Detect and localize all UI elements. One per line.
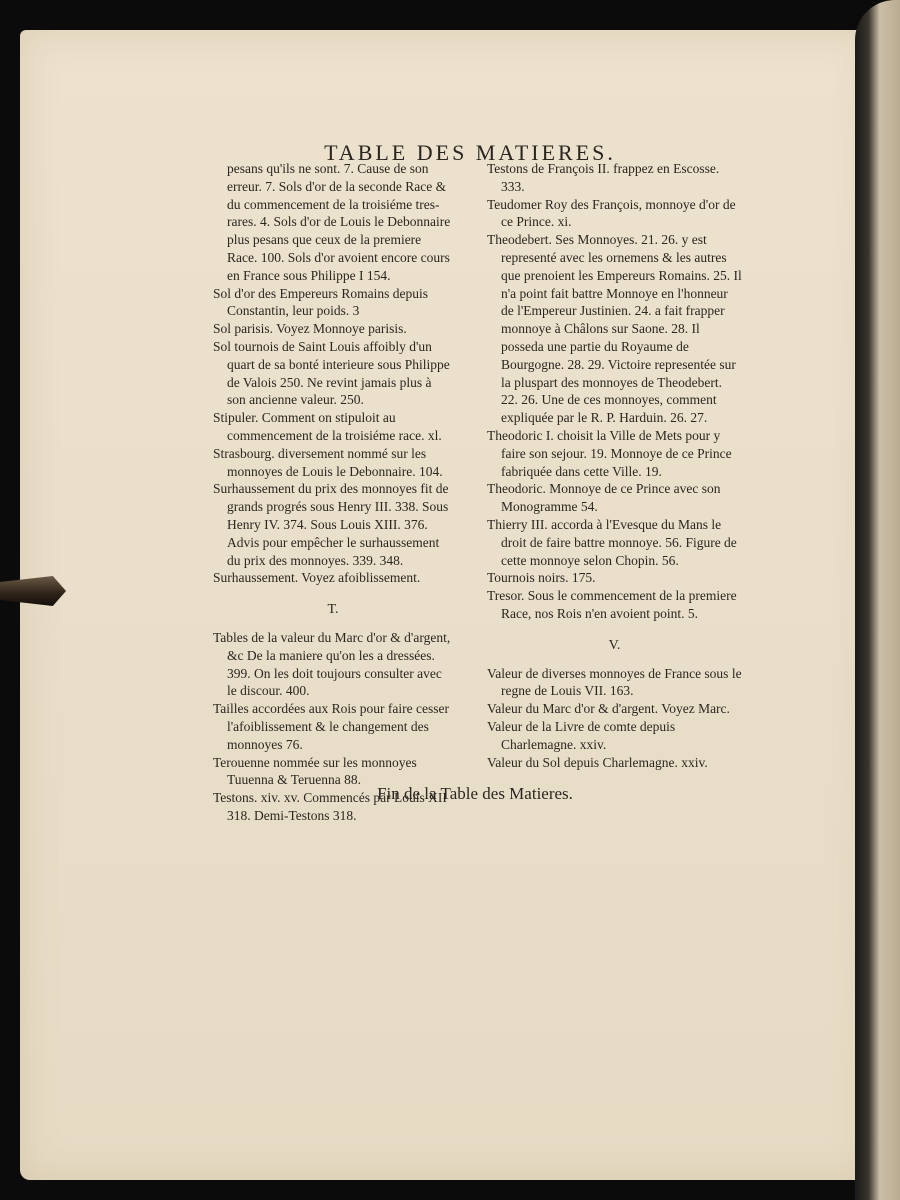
- index-entry: Surhaussement du prix des monnoyes fit de grands progrés sous Henry III. 338. Sous Henry IV. 374. Sous Louis XIII. 376. Advis pour empêcher le surhaussement du prix des monnoyes. 339. 348.: [213, 481, 449, 568]
- index-entry: Sol tournois de Saint Louis affoibly d'un quart de sa bonté interieure sous Philippe de Valois 250. Ne revint jamais plus à son ancienne valeur. 250.: [213, 338, 450, 408]
- index-entry: Valeur de la Livre de comte depuis Charlemagne. xxiv.: [487, 718, 676, 752]
- index-entry: Tournois noirs. 175.: [487, 570, 596, 586]
- page-title: TABLE DES MATIERES.: [324, 140, 616, 165]
- index-entry: Theodebert. Ses Monnoyes. 21. 26. y est representé avec les ornemens & les autres que prenoient les Empereurs Romains. 25. Il n'a point fait battre Monnoye en l'honneur de l'Empereur Justinien. 24. a fait frapper monnoye à Châlons sur Saone. 28. Il possedа une partie du Royaume de Bourgogne. 28. 29. Victoire representée sur la pluspart des monnoyes de Theodebert. 22. 26. Une de ces monnoyes, comment expliquée par le R. P. Harduin. 26. 27.: [487, 232, 742, 426]
- index-entry: Theodoric I. choisit la Ville de Mets pour y faire son sejour. 19. Monnoye de ce Prince fabriquée dans cette Ville. 19.: [487, 427, 732, 479]
- index-entry: Tresor. Sous le commencement de la premiere Race, nos Rois n'en avoient point. 5.: [487, 588, 737, 621]
- index-entry: Valeur du Sol depuis Charlemagne. xxiv.: [487, 754, 708, 770]
- index-entry: Stipuler. Comment on stipuloit au commencement de la troisiéme race. xl.: [213, 410, 442, 443]
- index-entry: Tailles accordées aux Rois pour faire cesser l'afoiblissement & le changement des monnoyes 76.: [213, 701, 449, 752]
- index-entry: Teudomer Roy des François, monnoye d'or de ce Prince. xi.: [487, 196, 736, 230]
- section-letter-v: V.: [608, 637, 621, 653]
- index-entry: Tables de la valeur du Marc d'or & d'argent, &c De la maniere qu'on les a dressées. 399. On les doit toujours consulter avec le discour. 400.: [213, 629, 451, 699]
- right-column: [487, 160, 742, 771]
- index-entry: Testons. xiv. xv. Commencés par Louis XII 318. Demi-Testons 318.: [213, 790, 447, 823]
- index-entry: Valeur du Marc d'or & d'argent. Voyez Marc.: [487, 701, 730, 717]
- index-entry: Valeur de diverses monnoyes de France sous le regne de Louis VII. 163.: [487, 665, 742, 699]
- index-entry: Terouenne nommée sur les monnoyes Tuuenna & Teruenna 88.: [213, 754, 417, 788]
- index-entry: Surhaussement. Voyez afoiblissement.: [213, 570, 421, 586]
- left-column: [213, 160, 453, 825]
- index-entry: Sol d'or des Empereurs Romains depuis Constantin, leur poids. 3: [213, 285, 429, 319]
- index-entry: Theodoric. Monnoye de ce Prince avec son Monogramme 54.: [487, 481, 721, 515]
- index-entry: Thierry III. accorda à l'Evesque du Mans le droit de faire battre monnoye. 56. Figure de cette monnoye selon Chopin. 56.: [487, 516, 737, 568]
- index-entry: pesans qu'ils ne sont. 7. Cause de son erreur. 7. Sols d'or de la seconde Race & du commencement de la troisiéme tres-rares. 4. Sols d'or de Louis le Debonnaire plus pesans que ceux de la premiere Race. 100. Sols d'or avoient encore cours en France sous Philippe I 154.: [227, 161, 451, 283]
- index-entry: Sol parisis. Voyez Monnoye parisis.: [213, 321, 407, 337]
- index-entry: Strasbourg. diversement nommé sur les monnoyes de Louis le Debonnaire. 104.: [213, 445, 443, 479]
- index-entry: Testons de François II. frappez en Escosse. 333.: [487, 161, 720, 194]
- page-edge: [855, 0, 900, 1200]
- end-note: Fin de la Table des Matieres.: [377, 784, 573, 803]
- section-letter-t: T.: [327, 602, 339, 618]
- bookmark-ribbon: [0, 576, 66, 606]
